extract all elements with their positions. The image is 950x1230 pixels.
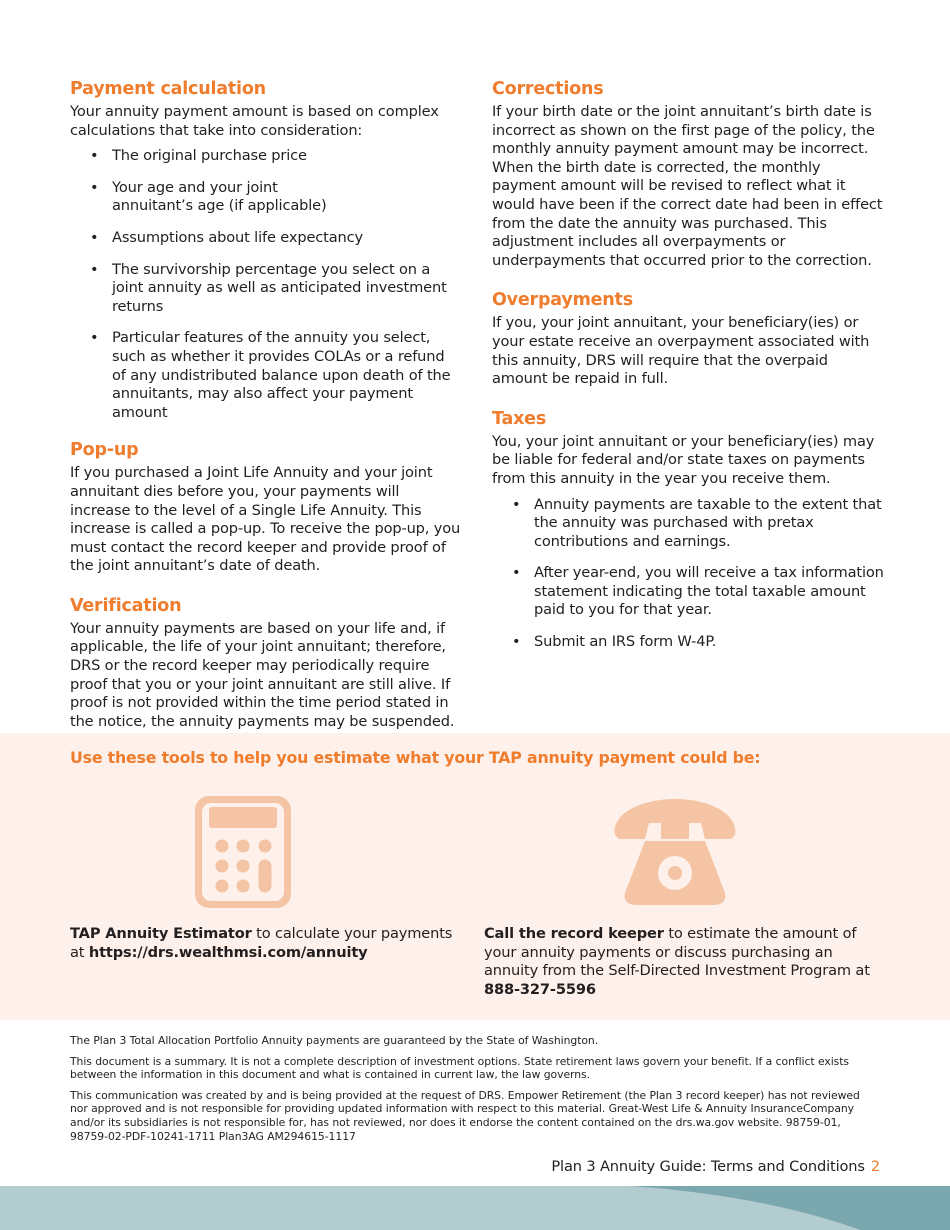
payment-calculation-intro: Your annuity payment amount is based on complex calculations that take into consideration:	[70, 103, 439, 139]
left-column	[70, 78, 462, 750]
record-keeper-description: to estimate the amount of your annuity payments or discuss purchasing an annuity from the Self-Directed Investment Program at	[484, 925, 870, 980]
disclaimer-summary: This document is a summary. It is not a complete description of investment options. State retirement laws govern your benefit. If a conflict exists between the information in this document and what is contained in current law, the law governs.	[70, 1054, 849, 1082]
record-keeper-label: Call the record keeper	[484, 925, 664, 942]
list-item: • Annuity payments are taxable to the extent that the annuity was purchased with pretax contributions and earnings.	[492, 496, 884, 552]
footer-disclaimers	[70, 1034, 870, 1150]
list-item: • After year-end, you will receive a tax information statement indicating the total taxable amount paid to you for that year.	[492, 564, 884, 620]
record-keeper-phone-link[interactable]: 888-327-5596	[484, 980, 596, 998]
taxes-list	[492, 496, 884, 652]
overpayments-section	[492, 289, 884, 388]
popup-section	[70, 439, 462, 576]
decorative-bottom-band	[0, 1186, 950, 1230]
corrections-body: If your birth date or the joint annuitant’s birth date is incorrect as shown on the first page of the policy, the monthly annuity payment amount may be incorrect. When the birth date is corrected, the monthly payment amount will be revised to reflect what it would have been if the correct date had been in effect from the date the annuity was purchased. This adjustment includes all overpayments or underpayments that occurred prior to the correction.	[492, 103, 883, 269]
right-column	[492, 78, 884, 671]
list-item: • Your age and your joint annuitant’s age (if applicable)	[70, 179, 462, 216]
list-item: • Particular features of the annuity you select, such as whether it provides COLAs or a refund of any undistributed balance upon death of the annuitants, may also affect your payment amount	[70, 329, 462, 422]
telephone-icon	[609, 797, 741, 909]
overpayments-heading: Overpayments	[492, 290, 633, 311]
disclaimer-communication: This communication was created by and is being provided at the request of DRS. Empower Retirement (the Plan 3 record keeper) has not reviewed nor approved and is not responsible for providing updated information with respect to this material. Great-West Life & Annuity InsuranceCompany and/or its subsidiaries is not responsible for, has not reviewed, nor does it endorse the content contained on the drs.wa.gov website. 98759-01, 98759-02-PDF-10241-1711 Plan3AG AM294615-1117	[70, 1088, 860, 1143]
estimator-description: to calculate your payments at	[70, 925, 453, 961]
overpayments-body: If you, your joint annuitant, your beneficiary(ies) or your estate receive an overpayment associated with this annuity, DRS will require that the overpaid amount be repaid in full.	[492, 314, 870, 388]
estimator-label: TAP Annuity Estimator	[70, 925, 252, 942]
taxes-heading: Taxes	[492, 408, 547, 429]
page-title: Plan 3 Annuity Guide: Terms and Conditions	[551, 1158, 865, 1175]
page-footer-label	[551, 1158, 880, 1175]
tools-heading: Use these tools to help you estimate what your TAP annuity payment could be:	[70, 748, 761, 767]
page-number: 2	[870, 1158, 880, 1175]
calculator-icon	[195, 796, 291, 908]
popup-heading: Pop-up	[70, 440, 139, 461]
corrections-heading: Corrections	[492, 79, 604, 99]
payment-calculation-section	[70, 78, 462, 422]
estimator-url-link[interactable]: https://drs.wealthmsi.com/annuity	[88, 943, 368, 961]
disclaimer-guarantee: The Plan 3 Total Allocation Portfolio Annuity payments are guaranteed by the State of Washington.	[70, 1034, 599, 1047]
record-keeper-text	[484, 925, 884, 999]
verification-heading: Verification	[70, 595, 182, 616]
popup-body: If you purchased a Joint Life Annuity and your joint annuitant dies before you, your payments will increase to the level of a Single Life Annuity. This increase is called a pop-up. To receive the pop-up, you must contact the record keeper and provide proof of the joint annuitant’s date of death.	[70, 464, 461, 575]
verification-section	[70, 595, 462, 732]
tools-panel	[0, 733, 950, 1020]
taxes-intro: You, your joint annuitant or your beneficiary(ies) may be liable for federal and/or state taxes on payments from this annuity in the year you receive them.	[492, 432, 875, 487]
taxes-section	[492, 408, 884, 652]
list-item: • Submit an IRS form W-4P.	[492, 633, 884, 652]
payment-calculation-heading: Payment calculation	[70, 79, 266, 99]
payment-factors-list	[70, 147, 462, 422]
estimator-text	[70, 925, 465, 962]
verification-body: Your annuity payments are based on your life and, if applicable, the life of your joint annuitant; therefore, DRS or the record keeper may periodically require proof that you or your joint annuitant are still alive. If proof is not provided within the time period stated in the notice, the annuity payments may be suspended.	[70, 619, 455, 730]
list-item: • The survivorship percentage you select on a joint annuity as well as anticipated investment returns	[70, 261, 462, 317]
corrections-section	[492, 78, 884, 270]
list-item: • Assumptions about life expectancy	[70, 229, 462, 248]
list-item: • The original purchase price	[70, 147, 462, 166]
